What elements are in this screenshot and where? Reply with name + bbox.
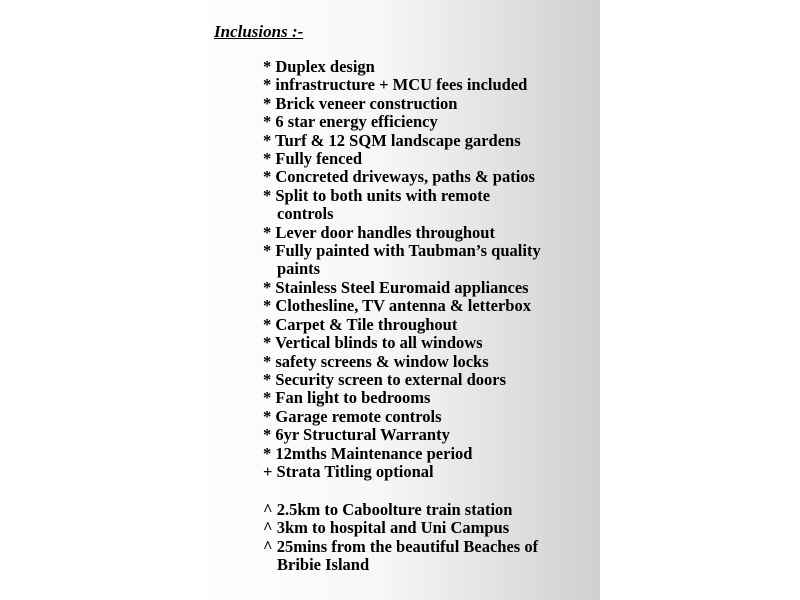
list-item-continuation: Bribie Island [277, 555, 370, 575]
list-item: + Strata Titling optional [263, 461, 434, 481]
list-item: ^ 25mins from the beautiful Beaches of Bribie Island [263, 536, 539, 575]
list-item: * Fan light to bedrooms [263, 388, 431, 408]
list-item: * Stainless Steel Euromaid appliances [263, 277, 529, 297]
list-item: * Fully fenced [263, 149, 362, 169]
list-item-continuation: controls [277, 204, 334, 224]
document-page [200, 0, 600, 600]
list-item: * Duplex design [263, 57, 375, 76]
list-item: ^ 3km to hospital and Uni Campus [263, 518, 510, 538]
list-item: * Lever door handles throughout [263, 222, 495, 242]
list-item: * 6 star energy efficiency [263, 112, 438, 132]
list-item: * Brick veneer construction [263, 93, 458, 113]
list-item: * safety screens & window locks [263, 351, 489, 371]
list-item: * Turf & 12 SQM landscape gardens [263, 130, 521, 150]
list-item: ^ 2.5km to Caboolture train station [263, 500, 513, 519]
list-item: * Fully painted with Taubman’s quality paints [263, 241, 541, 279]
list-item: * infrastructure + MCU fees included [263, 75, 528, 95]
list-item: * Split to both units with remote controls [263, 187, 541, 224]
list-item-continuation: paints [277, 259, 321, 279]
list-item: * Carpet & Tile throughout [263, 314, 458, 334]
list-item: * Garage remote controls [263, 406, 442, 426]
inclusions-list [263, 58, 541, 481]
location-list [263, 501, 538, 575]
list-item: * 12mths Maintenance period [263, 443, 473, 463]
list-item: * Clothesline, TV antenna & letterbox [263, 296, 531, 316]
list-item: * Security screen to external doors [263, 369, 507, 389]
list-item: * 6yr Structural Warranty [263, 425, 450, 445]
inclusions-heading: Inclusions :- [214, 22, 304, 41]
list-item: * Concreted driveways, paths & patios [263, 167, 535, 187]
list-item: * Vertical blinds to all windows [263, 333, 483, 353]
